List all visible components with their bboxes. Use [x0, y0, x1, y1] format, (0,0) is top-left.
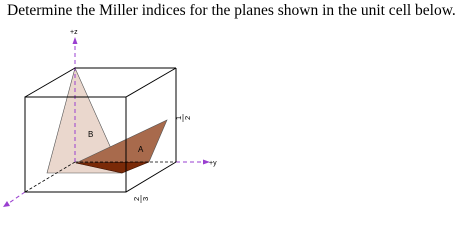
- intercept-x-two-thirds: [132, 195, 150, 203]
- intercept-x-two-thirds-denominator: 3: [141, 196, 150, 201]
- question-text: Determine the Miller indices for the planes shown in the unit cell below.: [7, 2, 456, 19]
- z-axis-arrow: [73, 37, 78, 44]
- plane-b-label: B: [88, 130, 94, 139]
- plane-a-label: A: [138, 145, 144, 154]
- x-axis-arrow: [3, 201, 10, 207]
- axes: [3, 37, 210, 207]
- z-axis-label: +z: [70, 29, 78, 36]
- y-axis-label: +y: [209, 160, 217, 167]
- intercept-x-two-thirds-numerator: 2: [132, 196, 141, 201]
- intercept-y-half: [174, 114, 192, 122]
- intercept-y-half-numerator: 1: [174, 115, 183, 120]
- x-axis: [6, 192, 25, 205]
- intercept-y-half-denominator: 2: [183, 115, 192, 120]
